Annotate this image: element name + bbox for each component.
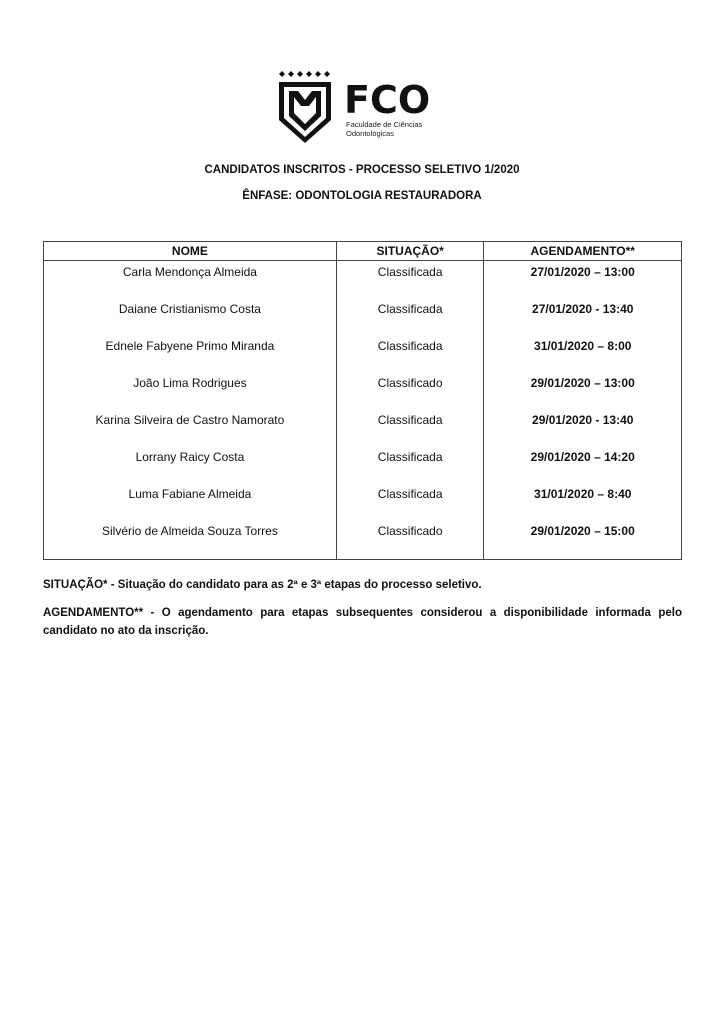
shield-crown-icon — [276, 70, 334, 144]
note-situacao: SITUAÇÃO* - Situação do candidato para as 2ª e 3ª etapas do processo seletivo. — [43, 579, 482, 591]
cell-situacao: Classificada — [336, 483, 484, 520]
note-agendamento: AGENDAMENTO** - O agendamento para etapas subsequentes considerou a disponibilidade informada pelo candidato no ato da inscrição. — [43, 607, 682, 637]
logo-subtitle — [346, 121, 422, 138]
cell-nome: Carla Mendonça Almeida — [44, 261, 337, 299]
document-title: CANDIDATOS INSCRITOS - PROCESSO SELETIVO 1/2020 — [204, 164, 520, 176]
cell-nome: Daiane Cristianismo Costa — [44, 298, 337, 335]
table-row — [44, 520, 682, 560]
cell-nome: João Lima Rodrigues — [44, 372, 337, 409]
header-situacao: SITUAÇÃO* — [336, 242, 484, 261]
cell-nome: Ednele Fabyene Primo Miranda — [44, 335, 337, 372]
cell-situacao: Classificada — [336, 409, 484, 446]
cell-nome: Lorrany Raicy Costa — [44, 446, 337, 483]
cell-agendamento: 29/01/2020 – 14:20 — [484, 446, 682, 483]
table-row — [44, 409, 682, 446]
fco-logo — [276, 70, 436, 150]
cell-situacao: Classificada — [336, 298, 484, 335]
candidates-table — [43, 241, 682, 560]
cell-nome: Silvério de Almeida Souza Torres — [44, 520, 337, 560]
cell-agendamento: 29/01/2020 – 13:00 — [484, 372, 682, 409]
cell-agendamento: 31/01/2020 – 8:00 — [484, 335, 682, 372]
cell-situacao: Classificada — [336, 335, 484, 372]
table-row — [44, 446, 682, 483]
cell-situacao: Classificado — [336, 372, 484, 409]
cell-situacao: Classificada — [336, 446, 484, 483]
cell-situacao: Classificado — [336, 520, 484, 560]
table-row — [44, 261, 682, 299]
table-row — [44, 298, 682, 335]
cell-nome: Luma Fabiane Almeida — [44, 483, 337, 520]
table-row — [44, 335, 682, 372]
cell-agendamento: 27/01/2020 – 13:00 — [484, 261, 682, 299]
logo-subtitle-line1: Faculdade de Ciências — [346, 120, 423, 129]
cell-agendamento: 29/01/2020 - 13:40 — [484, 409, 682, 446]
header-agendamento: AGENDAMENTO** — [484, 242, 682, 261]
table-row — [44, 372, 682, 409]
cell-situacao: Classificada — [336, 261, 484, 299]
logo-wordmark: FCO — [344, 78, 431, 122]
logo-subtitle-line2: Odontológicas — [346, 128, 394, 138]
table-header-row — [44, 242, 682, 261]
cell-agendamento: 29/01/2020 – 15:00 — [484, 520, 682, 560]
cell-nome: Karina Silveira de Castro Namorato — [44, 409, 337, 446]
header-nome: NOME — [44, 242, 337, 261]
cell-agendamento: 31/01/2020 – 8:40 — [484, 483, 682, 520]
table-row — [44, 483, 682, 520]
cell-agendamento: 27/01/2020 - 13:40 — [484, 298, 682, 335]
document-subtitle: ÊNFASE: ODONTOLOGIA RESTAURADORA — [242, 190, 482, 202]
